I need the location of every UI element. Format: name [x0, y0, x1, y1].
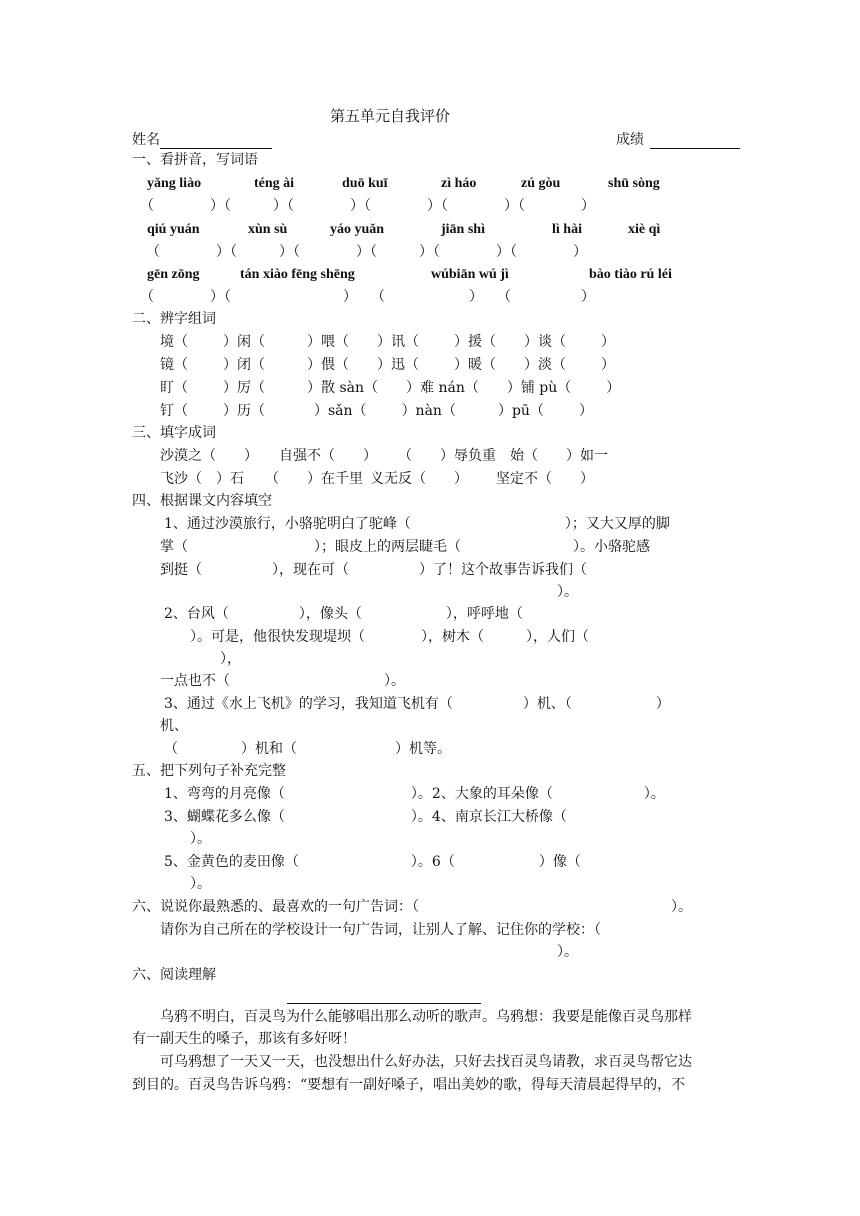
section5-heading: 五、把下列句子补充完整	[132, 763, 286, 779]
section6-heading: 六、说说你最熟悉的、最喜欢的一句广告词：（ ）。	[132, 899, 692, 915]
fill-line: 一点也不（ ）。	[160, 673, 405, 689]
fill-line: ）。	[190, 831, 211, 847]
char-row: 钉（ ）历（ ）sǎn（ ）nàn（ ）pū（ ）	[160, 403, 593, 419]
paragraph: 到目的。百灵鸟告诉乌鸦：“要想有一副好嗓子，唱出美妙的歌，得每天清晨起得早的，不	[132, 1077, 686, 1093]
char-row: 境（ ）闲（ ）喂（ ）讯（ ）援（ ）谈（ ）	[160, 334, 615, 350]
char-row: 盯（ ）厉（ ）散 sàn（ ）难 nán（ ）铺 pù（ ）	[160, 380, 621, 396]
fill-line: 到挺（ ），现在可（ ）了！这个故事告诉我们（	[160, 562, 587, 578]
pinyin: téng ài	[254, 176, 295, 191]
fill-line: 机、	[160, 718, 188, 734]
pinyin: yǎng liào	[147, 176, 202, 191]
name-blank[interactable]	[160, 148, 272, 149]
paragraph: 有一副天生的嗓子，那该有多好呀！	[132, 1031, 356, 1047]
pinyin: xùn sù	[248, 222, 288, 237]
char-row: 镜（ ）闭（ ）偎（ ）迅（ ）暖（ ）淡（ ）	[160, 357, 615, 373]
answer-paren: （ ）（ ） （ ） （ ）	[140, 289, 595, 305]
section1-heading: 一、看拼音，写词语	[132, 152, 258, 168]
fill-line: （ ）机和（ ）机等。	[164, 741, 451, 757]
fill-line: 请你为自己所在的学校设计一句广告词，让别人了解、记住你的学校：（	[160, 922, 601, 938]
fill-line: 3、通过《水上飞机》的学习，我知道飞机有（ ）机、（ ）	[164, 696, 670, 712]
name-label: 姓名	[132, 132, 160, 148]
pinyin: qiú yuán	[147, 222, 200, 237]
pinyin: xiè qì	[628, 222, 661, 237]
fill-line: 1、弯弯的月亮像（ ）。2、大象的耳朵像（ ）。	[164, 786, 665, 802]
fill-line: 1、通过沙漠旅行，小骆驼明白了驼峰（ ）；又大又厚的脚	[164, 516, 670, 532]
fill-line: ），	[220, 651, 241, 667]
fill-line: ）。	[190, 876, 211, 892]
section7-heading: 六、阅读理解	[132, 967, 216, 983]
answer-paren: （ ）（ ）（ ）（ ）（ ）（ ）	[146, 244, 587, 260]
story-title-blank[interactable]	[287, 1003, 481, 1004]
pinyin: yáo yuǎn	[330, 222, 385, 237]
page-title: 第五单元自我评价	[330, 107, 451, 125]
paragraph: 乌鸦不明白，百灵鸟为什么能够唱出那么动听的歌声。乌鸦想：我要是能像百灵鸟那样	[160, 1009, 692, 1025]
pinyin: lì hài	[552, 222, 582, 237]
pinyin: tán xiào fēng shēng	[240, 267, 355, 282]
fill-line: 掌（ ）；眼皮上的两层睫毛（ ）。小骆驼感	[160, 539, 650, 555]
paragraph: 可乌鸦想了一天又一天，也没想出什么好办法，只好去找百灵鸟请教，求百灵鸟帮它达	[160, 1054, 692, 1070]
fill-line: ）。	[557, 584, 578, 600]
pinyin: duō kuī	[342, 176, 388, 191]
fill-line: 3、蝴蝶花多么像（ ）。4、南京长江大桥像（	[164, 809, 567, 825]
section3-heading: 三、填字成词	[132, 425, 216, 441]
pinyin: gēn zōng	[147, 267, 200, 282]
idiom-row: 沙漠之（ ） 自强不（ ） （ ）辱负重 始（ ）如一	[160, 448, 608, 464]
pinyin: shū sòng	[608, 176, 660, 191]
section2-heading: 二、辨字组词	[132, 311, 216, 327]
score-label: 成绩	[616, 132, 644, 148]
idiom-row: 飞沙（ ）石 （ ）在千里 义无反（ ） 坚定不（ ）	[160, 471, 594, 487]
pinyin: jiān shì	[441, 222, 485, 237]
pinyin: zì háo	[441, 176, 477, 191]
fill-line: 5、金黄色的麦田像（ ）。6（ ）像（	[164, 854, 581, 870]
fill-line: ）。	[557, 944, 578, 960]
pinyin: wúbiān wú jì	[431, 267, 509, 282]
fill-line: 2、台风（ ），像头（ ），呼呼地（	[164, 606, 523, 622]
answer-paren: （ ）（ ）（ ）（ ）（ ）（ ）	[140, 198, 595, 214]
pinyin: bào tiào rú léi	[589, 267, 672, 282]
pinyin: zú gòu	[521, 176, 561, 191]
fill-line: ）。可是，他很快发现堤坝（ ），树木（ ），人们（	[190, 629, 589, 645]
section4-heading: 四、根据课文内容填空	[132, 493, 272, 509]
score-blank[interactable]	[650, 148, 740, 149]
